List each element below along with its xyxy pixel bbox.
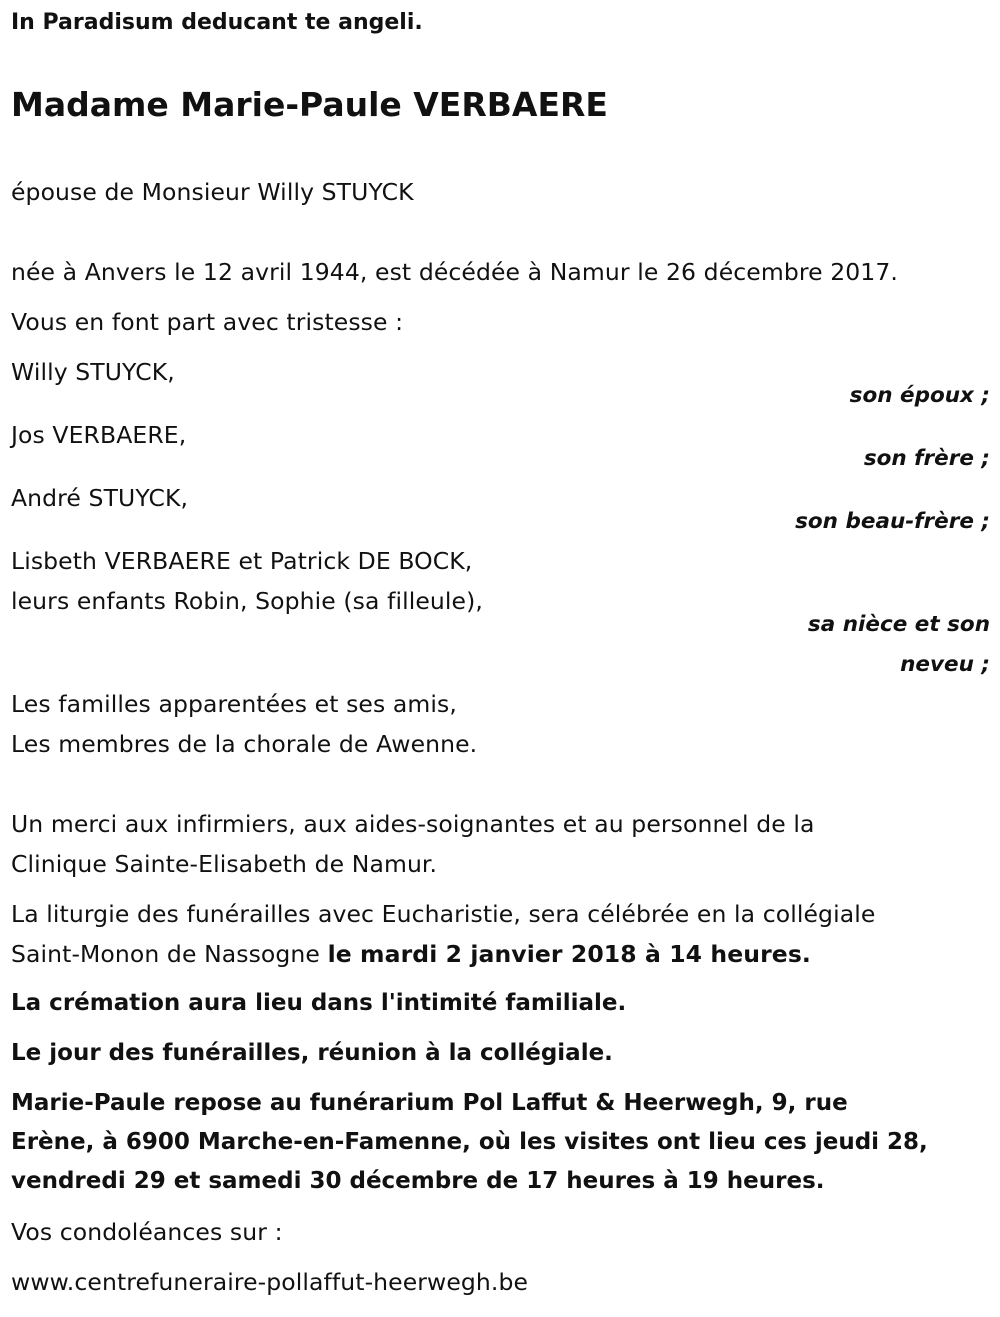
thanks-line: Clinique Sainte-Elisabeth de Namur. xyxy=(11,850,438,878)
reunion-line: Le jour des funérailles, réunion à la collégiale. xyxy=(11,1040,613,1066)
condolences-website[interactable]: www.centrefuneraire-pollaffut-heerwegh.be xyxy=(11,1268,529,1296)
reposing-line: Erène, à 6900 Marche-en-Famenne, où les visites ont lieu ces jeudi 28, xyxy=(11,1129,928,1155)
family-relation-cont: neveu ; xyxy=(900,652,990,677)
motto: In Paradisum deducant te angeli. xyxy=(11,10,423,35)
dates-line: née à Anvers le 12 avril 1944, est décédée à Namur le 26 décembre 2017. xyxy=(11,258,898,286)
family-member-name: Jos VERBAERE, xyxy=(11,421,187,449)
family-member-name: Lisbeth VERBAERE et Patrick DE BOCK, xyxy=(11,547,473,575)
thanks-line: Un merci aux infirmiers, aux aides-soignantes et au personnel de la xyxy=(11,810,815,838)
others-line: Les membres de la chorale de Awenne. xyxy=(11,730,478,758)
liturgy-line: La liturgie des funérailles avec Eucharistie, sera célébrée en la collégiale xyxy=(11,900,876,928)
reposing-line: Marie-Paule repose au funérarium Pol Laffut & Heerwegh, 9, rue xyxy=(11,1090,848,1116)
family-member-children: leurs enfants Robin, Sophie (sa filleule), xyxy=(11,587,483,615)
spouse-line: épouse de Monsieur Willy STUYCK xyxy=(11,178,414,206)
reposing-line: vendredi 29 et samedi 30 décembre de 17 heures à 19 heures. xyxy=(11,1168,825,1194)
liturgy-place: Saint-Monon de Nassogne xyxy=(11,940,328,968)
deceased-name: Madame Marie-Paule VERBAERE xyxy=(11,85,608,124)
family-relation: sa nièce et son xyxy=(807,612,990,637)
family-member-name: Willy STUYCK, xyxy=(11,358,175,386)
liturgy-date: le mardi 2 janvier 2018 à 14 heures. xyxy=(327,940,811,968)
cremation-line: La crémation aura lieu dans l'intimité familiale. xyxy=(11,990,627,1016)
liturgy-line-2 xyxy=(11,940,811,968)
family-member-name: André STUYCK, xyxy=(11,484,189,512)
announce-line: Vous en font part avec tristesse : xyxy=(11,308,404,336)
family-relation: son beau-frère ; xyxy=(795,509,990,534)
others-line: Les familles apparentées et ses amis, xyxy=(11,690,457,718)
condolences-label: Vos condoléances sur : xyxy=(11,1218,283,1246)
family-relation: son époux ; xyxy=(849,383,990,408)
family-relation: son frère ; xyxy=(863,446,990,471)
